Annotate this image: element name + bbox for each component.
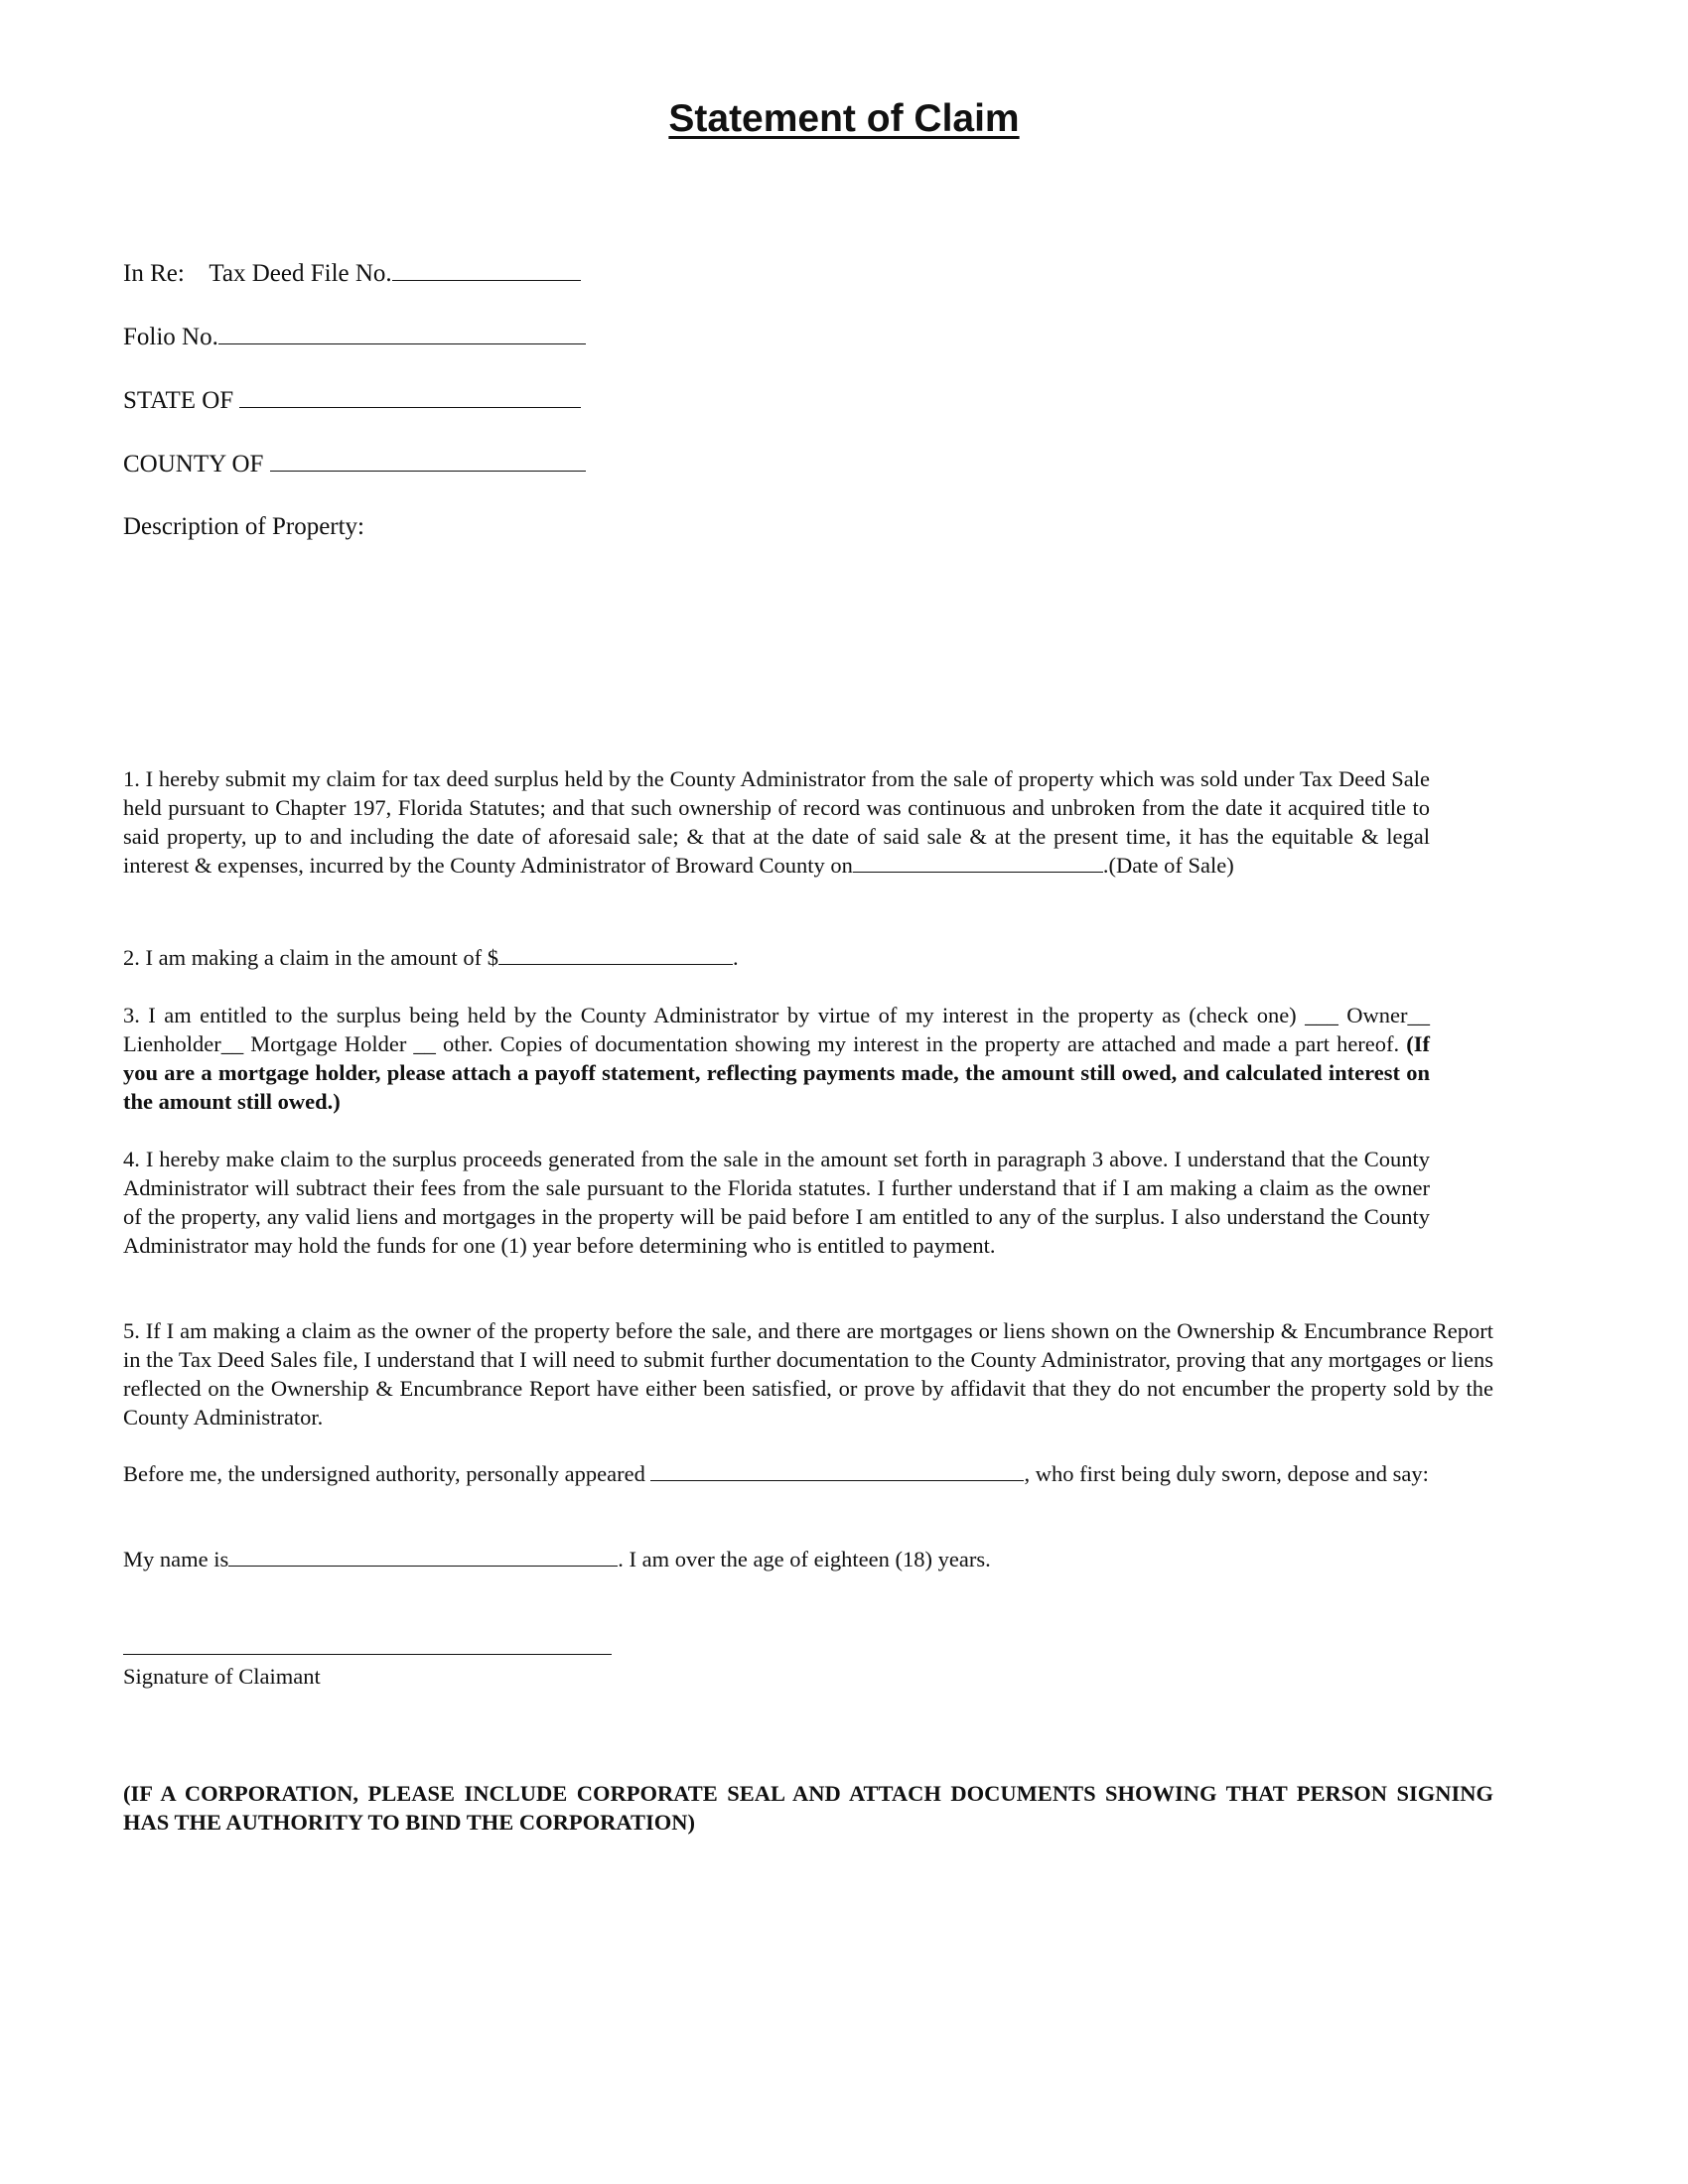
- my-name-prefix: My name is: [123, 1547, 229, 1571]
- before-me-prefix: Before me, the undersigned authority, personally appeared: [123, 1461, 645, 1486]
- folio-blank[interactable]: [218, 322, 586, 344]
- paragraph-2-prefix: 2. I am making a claim in the amount of $: [123, 945, 499, 970]
- paragraph-3: [123, 1001, 1430, 1116]
- paragraph-1: [123, 764, 1430, 880]
- folio-label: Folio No.: [123, 324, 218, 350]
- state-blank[interactable]: [239, 385, 581, 408]
- before-me-suffix: , who first being duly sworn, depose and say:: [1024, 1461, 1429, 1486]
- my-name-blank[interactable]: [228, 1548, 618, 1567]
- in-re-label: In Re:: [123, 260, 185, 287]
- signature-line[interactable]: [123, 1654, 612, 1655]
- before-me-statement: [123, 1459, 1454, 1488]
- corporation-notice: (IF A CORPORATION, PLEASE INCLUDE CORPORATE SEAL AND ATTACH DOCUMENTS SHOWING THAT PERSON SIGNING HAS THE AUTHORITY TO BIND THE CORPORATION): [123, 1781, 1493, 1835]
- tax-deed-file-blank[interactable]: [392, 258, 581, 281]
- mortgage-holder-notice: (If you are a mortgage holder, please attach a payoff statement, reflecting payments made, the amount still owed, and calculated interest on the amount still owed.): [123, 1031, 1431, 1114]
- state-label: STATE OF: [123, 387, 234, 414]
- paragraph-1-text: 1. I hereby submit my claim for tax deed surplus held by the County Administrator from the sale of property which was sold under Tax Deed Sale held pursuant to Chapter 197, Florida Statutes; and that such ownership of record was continuous and unbroken from the date it acquired title to said property, up to and including the date of aforesaid sale; & that at the date of said sale & at the present time, it has the equitable & legal interest & expenses, incurred by the County Administrator of Broward County on: [123, 766, 1430, 878]
- my-name-suffix: . I am over the age of eighteen (18) years.: [618, 1547, 991, 1571]
- state-line: [123, 385, 581, 415]
- claim-amount-blank[interactable]: [498, 946, 733, 965]
- page-title: Statement of Claim: [668, 97, 1020, 140]
- paragraph-3-text: 3. I am entitled to the surplus being held by the County Administrator by virtue of my interest in the property as (check one) ___ Owner__ Lienholder__ Mortgage Holder __ other. Copies of documentation showing my interest in the property are attached and made a part hereof.: [123, 1003, 1430, 1056]
- folio-line: [123, 322, 586, 351]
- tax-deed-file-label: Tax Deed File No.: [209, 260, 392, 287]
- paragraph-2: [123, 943, 1430, 972]
- county-line: [123, 449, 586, 478]
- my-name-statement: [123, 1545, 1430, 1573]
- description-label: Description of Property:: [123, 513, 365, 540]
- paragraph-2-suffix: .: [733, 945, 739, 970]
- paragraph-5: 5. If I am making a claim as the owner of the property before the sale, and there are mortgages or liens shown on the Ownership & Encumbrance Report in the Tax Deed Sales file, I understand that I will need to submit further documentation to the County Administrator, proving that any mortgages or liens reflected on the Ownership & Encumbrance Report have either been satisfied, or prove by affidavit that they do not encumber the property sold by the County Administrator.: [123, 1318, 1493, 1430]
- signature-caption: Signature of Claimant: [123, 1664, 321, 1689]
- county-blank[interactable]: [270, 449, 586, 472]
- date-of-sale-blank[interactable]: [853, 854, 1103, 873]
- appeared-name-blank[interactable]: [650, 1462, 1024, 1481]
- paragraph-1-suffix: .(Date of Sale): [1102, 853, 1234, 878]
- county-label: COUNTY OF: [123, 451, 264, 478]
- tax-deed-file-line: [123, 258, 581, 288]
- paragraph-4: 4. I hereby make claim to the surplus proceeds generated from the sale in the amount set forth in paragraph 3 above. I understand that the County Administrator will subtract their fees from the sale pursuant to the Florida statutes. I further understand that if I am making a claim as the owner of the property, any valid liens and mortgages in the property will be paid before I am entitled to any of the surplus. I also understand the County Administrator may hold the funds for one (1) year before determining who is entitled to payment.: [123, 1147, 1430, 1258]
